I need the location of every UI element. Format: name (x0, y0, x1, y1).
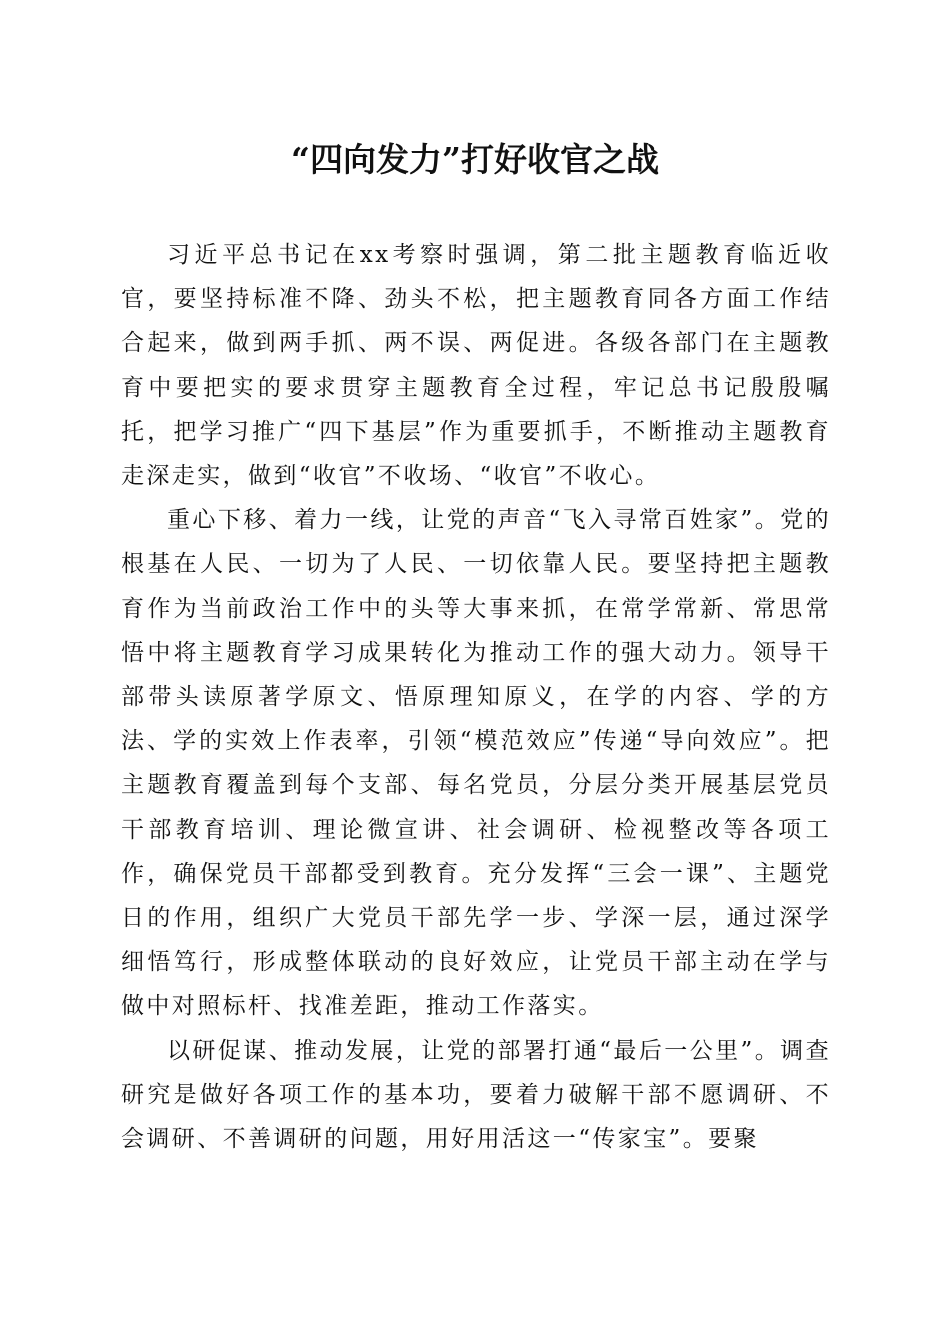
document-title: “四向发力”打好收官之战 (291, 140, 659, 179)
paragraph-focus-frontline: 重心下移、着力一线，让党的声音“飞入寻常百姓家”。党的根基在人民、一切为了人民、一切依靠人民。要坚持把主题教育作为当前政治工作中的头等大事来抓，在常学常新、常思常悟中将主题教育学习成果转化为推动工作的强大动力。领导干部带头读原著学原文、悟原理知原义，在学的内容、学的方法、学的实效上作表率，引领“模范效应”传递“导向效应”。把主题教育覆盖到每个支部、每名党员，分层分类开展基层党员干部教育培训、理论微宣讲、社会调研、检视整改等各项工作，确保党员干部都受到教育。充分发挥“三会一课”、主题党日的作用，组织广大党员干部先学一步、学深一层，通过深学细悟笃行，形成整体联动的良好效应，让党员干部主动在学与做中对照标杆、找准差距，推动工作落实。 (121, 507, 831, 1020)
paragraph-intro: 习近平总书记在xx考察时强调，第二批主题教育临近收官，要坚持标准不降、劲头不松，把主题教育同各方面工作结合起来，做到两手抓、两不误、两促进。各级各部门在主题教育中要把实的要求贯穿主题教育全过程，牢记总书记殷殷嘱托，把学习推广“四下基层”作为重要抓手，不断推动主题教育走深走实，做到“收官”不收场、“收官”不收心。 (121, 242, 831, 490)
paragraph-research-development: 以研促谋、推动发展，让党的部署打通“最后一公里”。调查研究是做好各项工作的基本功，要着力破解干部不愿调研、不会调研、不善调研的问题，用好用活这一“传家宝”。要聚 (121, 1037, 831, 1153)
document-body (121, 233, 831, 1161)
